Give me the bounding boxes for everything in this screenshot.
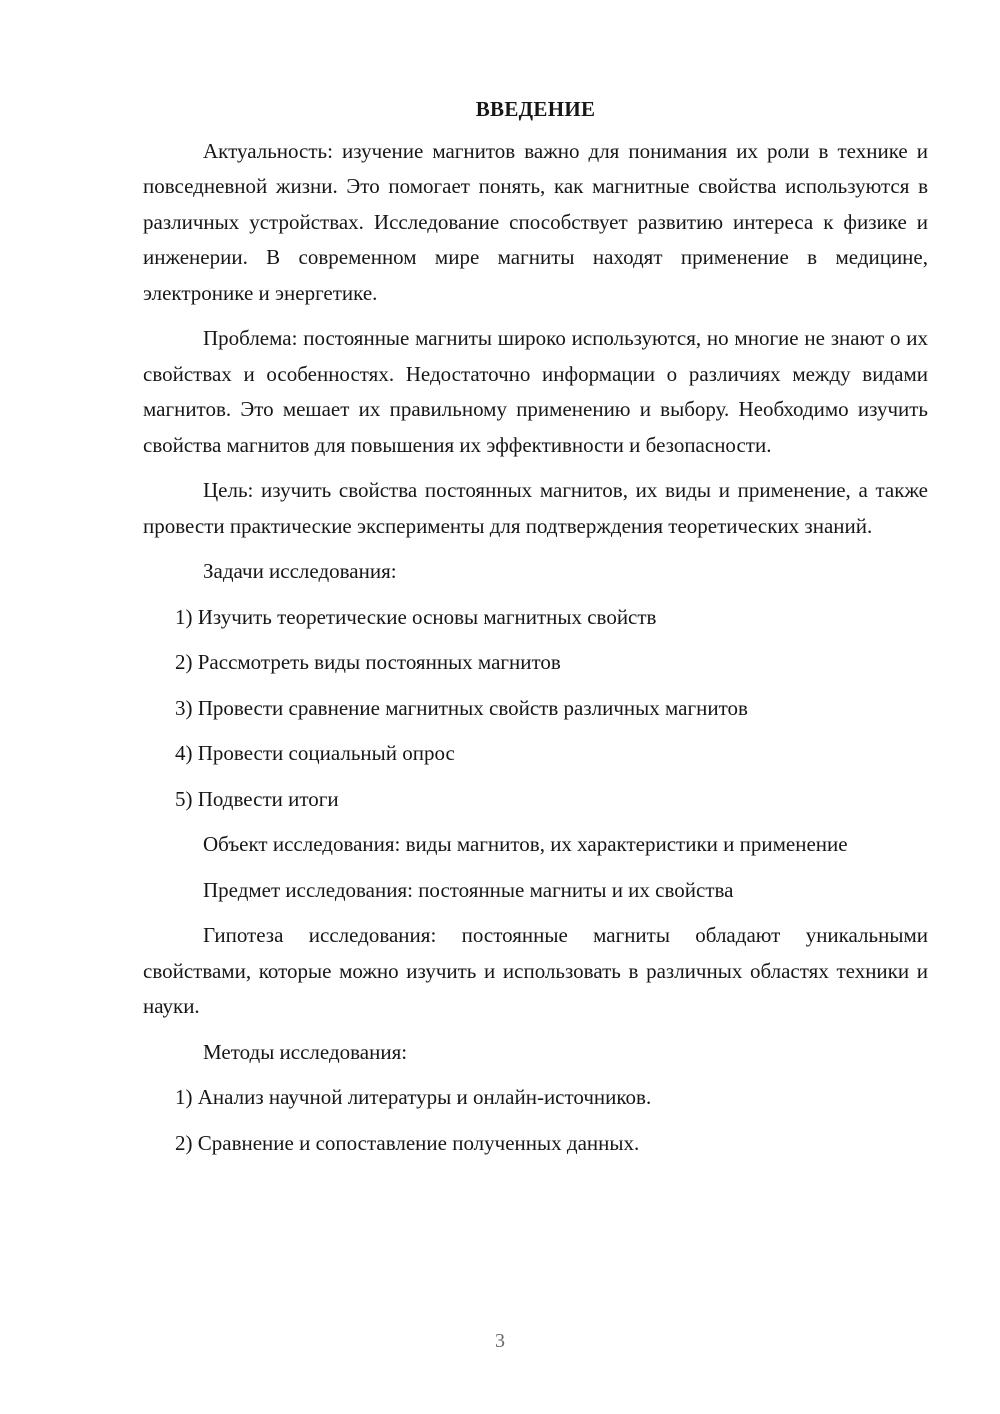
page-title: ВВЕДЕНИЕ xyxy=(475,97,596,121)
tasks-list xyxy=(143,600,928,818)
page-number: 3 xyxy=(495,1330,505,1352)
tasks-list-item: 2) Рассмотреть виды постоянных магнитов xyxy=(175,650,561,674)
tasks-list-item: 4) Провести социальный опрос xyxy=(175,741,455,765)
tasks-list-item: 5) Подвести итоги xyxy=(175,786,339,811)
methods-list-item: 2) Сравнение и сопоставление полученных данных. xyxy=(175,1130,640,1155)
tasks-heading: Задачи исследования: xyxy=(203,559,397,583)
problem-paragraph: Проблема: постоянные магниты широко используются, но многие не знают о их свойствах и особенностях. Недостаточно информации о различиях между видами магнитов. Это мешает их правильному применению и выбору. Необходимо изучить свойства магнитов для повышения их эффективности и безопасности. xyxy=(143,326,928,457)
methods-list-item: 1) Анализ научной литературы и онлайн-источников. xyxy=(175,1085,652,1109)
hypothesis-paragraph: Гипотеза исследования: постоянные магниты обладают уникальными свойствами, которые можно изучить и использовать в различных областях техники и науки. xyxy=(143,923,928,1018)
page-content xyxy=(143,92,928,1171)
subject-paragraph: Предмет исследования: постоянные магниты и их свойства xyxy=(203,877,734,902)
object-paragraph: Объект исследования: виды магнитов, их характеристики и применение xyxy=(203,832,848,856)
methods-list xyxy=(143,1080,928,1161)
tasks-list-item: 3) Провести сравнение магнитных свойств различных магнитов xyxy=(175,695,748,720)
goal-paragraph: Цель: изучить свойства постоянных магнитов, их виды и применение, а также провести практические эксперименты для подтверждения теоретических знаний. xyxy=(143,478,928,538)
methods-heading: Методы исследования: xyxy=(203,1039,408,1064)
tasks-list-item: 1) Изучить теоретические основы магнитных свойств xyxy=(175,604,657,629)
relevance-paragraph: Актуальность: изучение магнитов важно для понимания их роли в технике и повседневной жизни. Это помогает понять, как магнитные свойства используются в различных устройствах. Исследование способствует развитию интереса к физике и инженерии. В современном мире магниты находят применение в медицине, электронике и энергетике. xyxy=(143,138,928,305)
